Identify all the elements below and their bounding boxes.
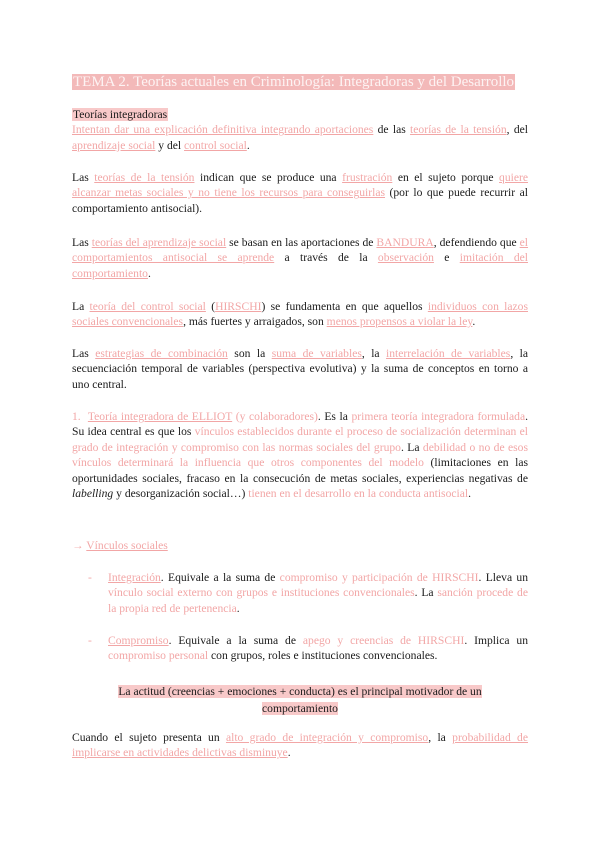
paragraph-final: Cuando el sujeto presenta un alto grado de integración y compromiso, la probabilidad de implicarse en actividades delictivas disminuye. <box>72 731 529 760</box>
link-integracion[interactable]: Integración <box>108 571 161 584</box>
link-suma-variables[interactable]: suma de variables <box>271 347 362 360</box>
link-se-aprende[interactable]: el comportamientos antisocial se aprende <box>72 236 529 265</box>
paragraph-tension: Las teorías de la tensión indican que se produce una frustración en el sujeto porque quiere alcanzar metas sociales y no tiene los recursos para conseguirlas (por lo que puede recurrir al comportamiento antisocial). <box>72 171 529 215</box>
page-title: TEMA 2. Teorías actuales en Criminología: Integradoras y del Desarrollo <box>73 74 515 90</box>
link-elliot[interactable]: Teoría integradora de ELLIOT <box>87 410 233 423</box>
section-heading: Teorías integradoras <box>73 108 168 121</box>
link-alto-grado[interactable]: alto grado de integración y compromiso <box>225 731 429 744</box>
dash-bullet: - <box>88 571 92 584</box>
link-frustracion[interactable]: frustración <box>342 171 393 184</box>
link-violar-ley[interactable]: menos propensos a violar la ley <box>326 315 473 329</box>
link-estrategias[interactable]: estrategias de combinación <box>95 347 228 360</box>
vinculos-heading <box>72 538 528 553</box>
link-teorias-tension[interactable]: teorías de la tensión <box>94 171 195 184</box>
list-item-integracion: - Integración. Equivale a la suma de compromiso y participación de HIRSCHI. Lleva un vínculo social externo con grupos e instituciones convencionales. La sanción procede de la propia red de pertenencia. <box>88 571 528 615</box>
link-lazos[interactable]: individuos con lazos sociales convencionales <box>72 300 528 329</box>
link-bandura[interactable]: BANDURA <box>376 236 434 249</box>
link-tension[interactable]: teorías de la tensión <box>410 123 507 137</box>
link-control-social[interactable]: teoría del control social <box>89 300 206 313</box>
link-aprendizaje-social[interactable]: teorías del aprendizaje social <box>91 236 227 249</box>
link-hirschi[interactable]: HIRSCHI <box>215 300 262 313</box>
callout-actitud: La actitud (creencias + emociones + conducta) es el principal motivador de un comportamiento <box>118 685 482 715</box>
link-probabilidad[interactable]: probabilidad de implicarse en actividades delictivas disminuye <box>72 731 529 760</box>
paragraph-aprendizaje: Las teorías del aprendizaje social se basan en las aportaciones de BANDURA, defendiendo que el comportamientos antisocial se aprende a través de la observación e imitación del comportamiento. <box>72 236 529 280</box>
arrow-icon: → <box>72 539 84 552</box>
link-compromiso[interactable]: Compromiso <box>108 634 169 647</box>
link-control[interactable]: control social <box>184 138 247 152</box>
link-interrelacion[interactable]: interrelación de variables <box>386 347 511 360</box>
section-integradoras: Teorías integradoras Intentan dar una explicación definitiva integrando aportaciones de las teorías de la tensión, del aprendizaje social y del control social. <box>72 108 528 152</box>
link-imitacion[interactable]: imitación del comportamiento <box>72 251 528 280</box>
list-item-compromiso: - Compromiso. Equivale a la suma de apego y creencias de HIRSCHI. Implica un compromiso personal con grupos, roles e instituciones convencionales. <box>88 634 528 663</box>
link-explicacion[interactable]: Intentan dar una explicación definitiva integrando aportaciones <box>72 123 374 137</box>
link-observacion[interactable]: observación <box>377 251 434 265</box>
link-vinculos-sociales[interactable]: Vínculos sociales <box>86 539 168 552</box>
paragraph-estrategias: Las estrategias de combinación son la suma de variables, la interrelación de variables, la secuenciación temporal de variables (perspectiva evolutiva) y la suma de conceptos en torno a uno central. <box>72 347 529 391</box>
link-metas[interactable]: quiere alcanzar metas sociales y no tiene los recursos para conseguirlas <box>72 171 529 200</box>
link-aprendizaje[interactable]: aprendizaje social <box>72 138 156 152</box>
list-number: 1. <box>72 410 81 423</box>
dash-bullet: - <box>88 634 92 647</box>
paragraph-control: La teoría del control social (HIRSCHI) se fundamenta en que aquellos individuos con lazos sociales convencionales, más fuertes y arraigados, son menos propensos a violar la ley. <box>72 300 528 329</box>
paragraph-elliot: 1. Teoría integradora de ELLIOT (y colaboradores). Es la primera teoría integradora formulada. Su idea central es que los vínculos establecidos durante el proceso de socialización determinan el grado de integración y compromiso con las normas sociales del grupo. La debilidad o no de esos vínculos determinará la influencia que otros componentes del modelo (limitaciones en las oportunidades sociales, fracaso en la consecución de metas sociales, experiencias negativas de labelling y desorganización social…) tienen en el desarrollo en la conducta antisocial. <box>72 410 529 501</box>
